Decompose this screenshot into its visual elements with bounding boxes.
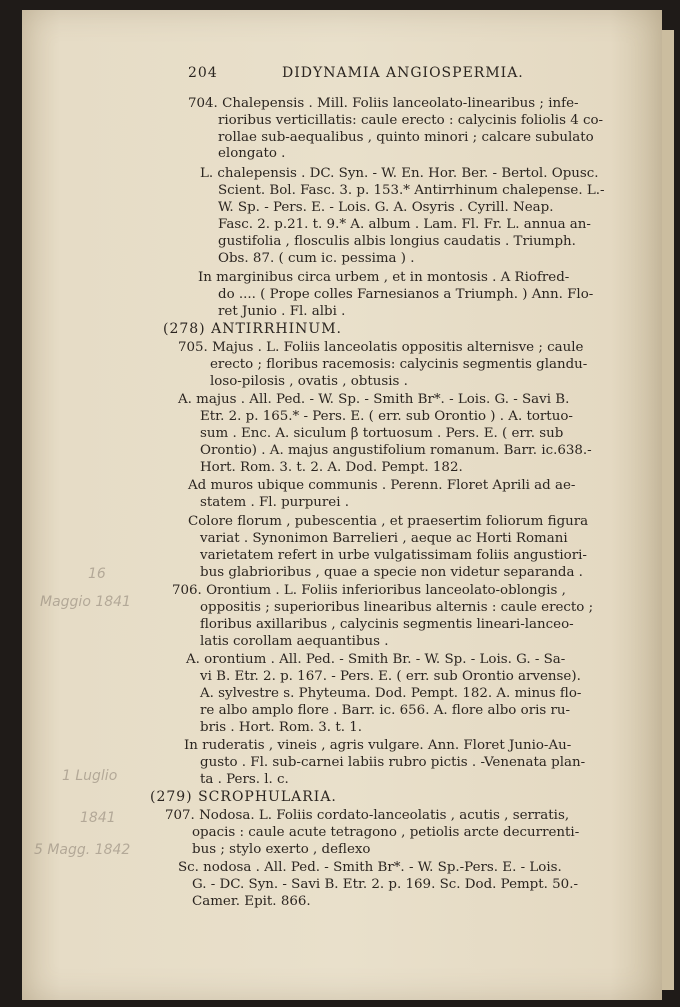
text-line: A. orontium . All. Ped. - Smith Br. - W. Sp. - Lois. G. - Sa- — [186, 652, 566, 667]
text-line: Fasc. 2. p.21. t. 9.* A. album . Lam. Fl. Fr. L. annua an- — [218, 217, 591, 232]
genus-heading: (278) ANTIRRHINUM. — [163, 321, 342, 337]
text-line: rioribus verticillatis: caule erecto : calycinis foliolis 4 co- — [218, 113, 604, 128]
text-line: varietatem refert in urbe vulgatissimam foliis angustiori- — [200, 548, 587, 563]
text-line: In marginibus circa urbem , et in montosis . A Riofred- — [198, 270, 570, 285]
text-line: rollae sub-aequalibus , quinto minori ; calcare subulato — [218, 130, 594, 145]
text-line: floribus axillaribus , calycinis segmentis lineari-lanceo- — [200, 617, 574, 632]
text-line: gusto . Fl. sub-carnei labiis rubro pictis . -Venenata plan- — [200, 755, 586, 770]
text-line: erecto ; floribus racemosis: calycinis segmentis glandu- — [210, 357, 588, 372]
text-line: ret Junio . Fl. albi . — [218, 304, 346, 319]
margin-note: 1841 — [80, 810, 116, 826]
text-line: gustifolia , flosculis albis longius caudatis . Triumph. — [218, 234, 576, 249]
text-line: 706. Orontium . L. Foliis inferioribus lanceolato-oblongis , — [172, 583, 566, 598]
text-line: Camer. Epit. 866. — [192, 894, 311, 909]
margin-note: 16 — [88, 566, 106, 582]
text-line: Obs. 87. ( cum ic. pessima ) . — [218, 251, 415, 266]
text-line: bris . Hort. Rom. 3. t. 1. — [200, 720, 362, 735]
text-line: loso-pilosis , ovatis , obtusis . — [210, 374, 408, 389]
text-line: 707. Nodosa. L. Foliis cordato-lanceolatis , acutis , serratis, — [165, 808, 570, 823]
text-line: do .... ( Prope colles Farnesianos a Triumph. ) Ann. Flo- — [218, 287, 594, 302]
text-line: latis corollam aequantibus . — [200, 634, 389, 649]
margin-note: Maggio 1841 — [40, 594, 131, 610]
text-line: 704. Chalepensis . Mill. Foliis lanceolato-linearibus ; infe- — [188, 96, 579, 111]
running-title: DIDYNAMIA ANGIOSPERMIA. — [282, 65, 524, 81]
text-line: A. sylvestre s. Phyteuma. Dod. Pempt. 182. A. minus flo- — [200, 686, 582, 701]
text-line: Colore florum , pubescentia , et praesertim foliorum figura — [188, 514, 589, 529]
text-line: W. Sp. - Pers. E. - Lois. G. A. Osyris . Cyrill. Neap. — [218, 200, 554, 215]
text-line: variat . Synonimon Barrelieri , aeque ac Horti Romani — [200, 531, 568, 546]
page-number: 204 — [188, 65, 218, 81]
text-line: opacis : caule acute tetragono , petiolis arcte decurrenti- — [192, 825, 580, 840]
text-line: re albo amplo flore . Barr. ic. 656. A. flore albo oris ru- — [200, 703, 571, 718]
text-line: In ruderatis , vineis , agris vulgare. Ann. Floret Junio-Au- — [184, 738, 572, 753]
text-line: Sc. nodosa . All. Ped. - Smith Br*. - W. Sp.-Pers. E. - Lois. — [178, 860, 562, 875]
margin-note: 1 Luglio — [62, 768, 118, 784]
text-line: bus glabrioribus , quae a specie non videtur separanda . — [200, 565, 583, 580]
text-line: oppositis ; superioribus linearibus alternis : caule erecto ; — [200, 600, 594, 615]
text-line: statem . Fl. purpurei . — [200, 495, 350, 510]
text-line: Hort. Rom. 3. t. 2. A. Dod. Pempt. 182. — [200, 460, 463, 475]
page-edge — [660, 30, 674, 990]
genus-heading: (279) SCROPHULARIA. — [150, 789, 337, 805]
text-line: L. chalepensis . DC. Syn. - W. En. Hor. Ber. - Bertol. Opusc. — [200, 166, 599, 181]
text-line: Orontio) . A. majus angustifolium romanum. Barr. ic.638.- — [200, 443, 592, 458]
text-line: Scient. Bol. Fasc. 3. p. 153.* Antirrhinum chalepense. L.- — [218, 183, 605, 198]
text-line: bus ; stylo exerto , deflexo — [192, 842, 371, 857]
text-line: ta . Pers. l. c. — [200, 772, 289, 787]
text-line: elongato . — [218, 146, 286, 161]
text-line: Etr. 2. p. 165.* - Pers. E. ( err. sub Orontio ) . A. tortuo- — [200, 409, 573, 424]
text-line: G. - DC. Syn. - Savi B. Etr. 2. p. 169. Sc. Dod. Pempt. 50.- — [192, 877, 578, 892]
text-line: sum . Enc. A. siculum β tortuosum . Pers. E. ( err. sub — [200, 426, 564, 441]
text-line: vi B. Etr. 2. p. 167. - Pers. E. ( err. sub Orontio arvense). — [200, 669, 581, 684]
text-line: 705. Majus . L. Foliis lanceolatis oppositis alternisve ; caule — [178, 340, 584, 355]
text-line: Ad muros ubique communis . Perenn. Floret Aprili ad ae- — [188, 478, 576, 493]
text-line: A. majus . All. Ped. - W. Sp. - Smith Br*. - Lois. G. - Savi B. — [178, 392, 570, 407]
margin-note: 5 Magg. 1842 — [34, 842, 131, 858]
